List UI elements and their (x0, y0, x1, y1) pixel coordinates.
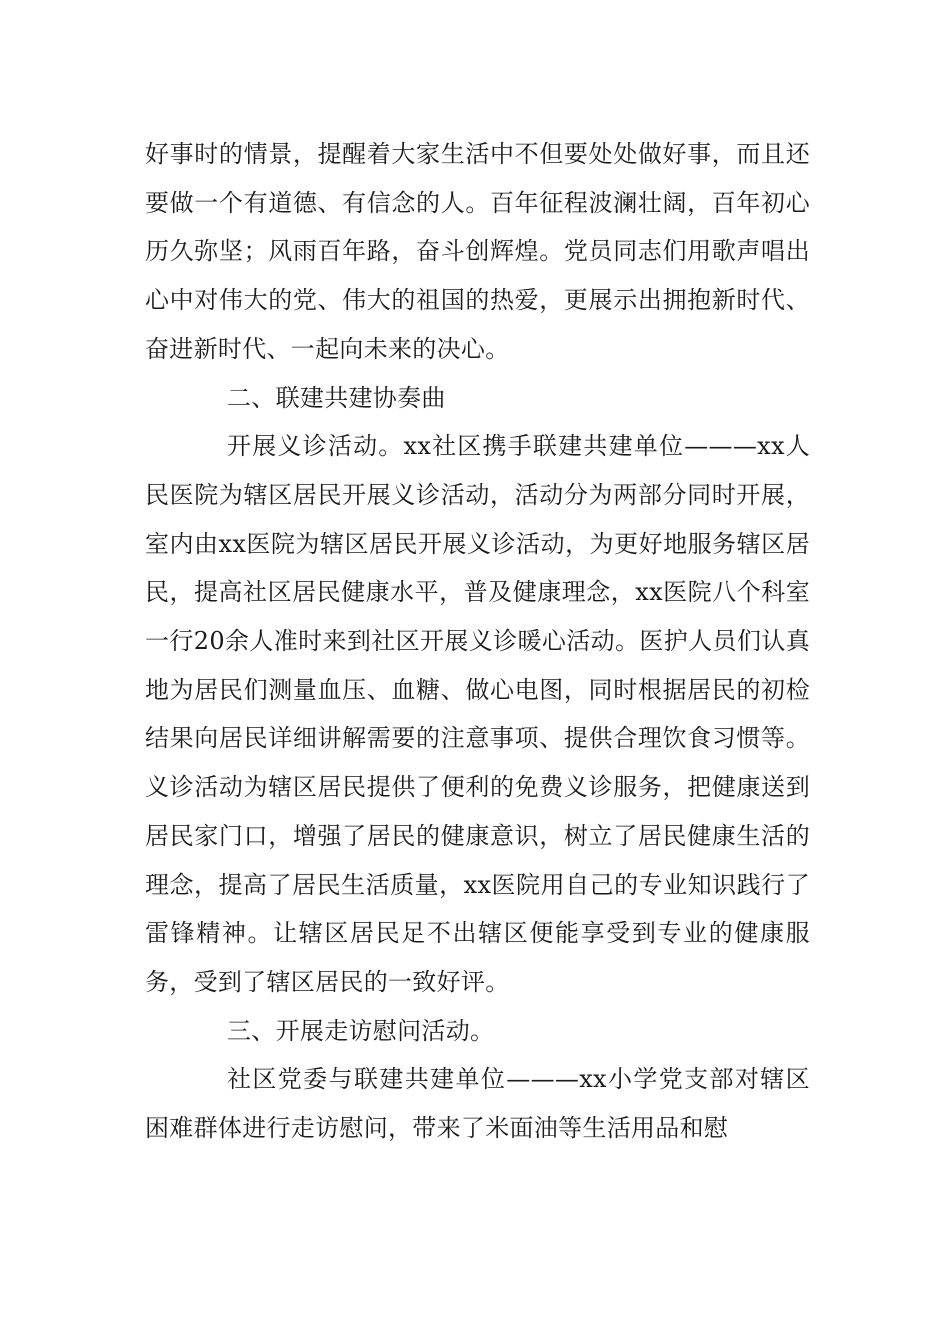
paragraph-intro-continuation: 好事时的情景，提醒着大家生活中不但要处处做好事，而且还要做一个有道德、有信念的人。百年征程波澜壮阔，百年初心历久弥坚；风雨百年路，奋斗创辉煌。党员同志们用歌声唱出心中对伟大的党、伟大的祖国的热爱，更展示出拥抱新时代、奋进新时代、一起向未来的决心。 (145, 140, 810, 363)
section-heading-2: 二、联建共建协奏曲 (227, 383, 446, 412)
paragraph-free-clinic: 开展义诊活动。xx社区携手联建共建单位———xx人民医院为辖区居民开展义诊活动，活动分为两部分同时开展，室内由xx医院为辖区居民开展义诊活动，为更好地服务辖区居民，提高社区居民健康水平，普及健康理念，xx医院八个科室一行20余人准时来到社区开展义诊暖心活动。医护人员们认真地为居民们测量血压、血糖、做心电图，同时根据居民的初检结果向居民详细讲解需要的注意事项、提供合理饮食习惯等。义诊活动为辖区居民提供了便利的免费义诊服务，把健康送到居民家门口，增强了居民的健康意识，树立了居民健康生活的理念，提高了居民生活质量，xx医院用自己的专业知识践行了雷锋精神。让辖区居民足不出辖区便能享受到专业的健康服务，受到了辖区居民的一致好评。 (145, 432, 810, 996)
document-body (145, 130, 810, 1153)
section-heading-3: 三、开展走访慰问活动。 (227, 1016, 495, 1045)
paragraph-visits: 社区党委与联建共建单位———xx小学党支部对辖区困难群体进行走访慰问，带来了米面油等生活用品和慰 (145, 1065, 810, 1143)
